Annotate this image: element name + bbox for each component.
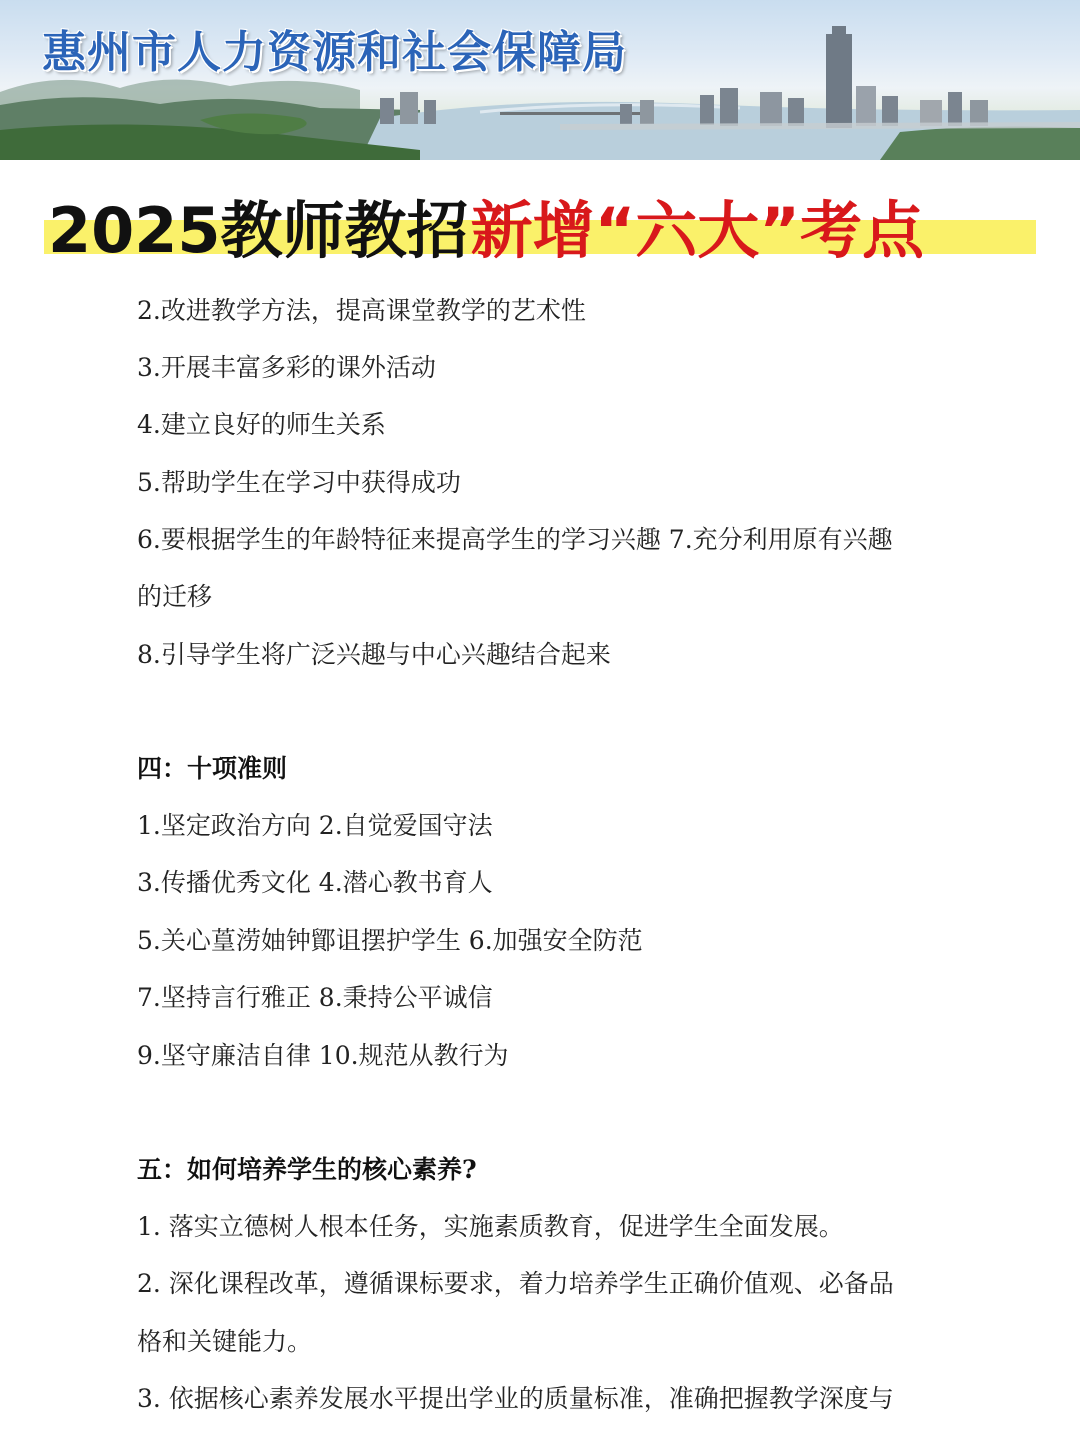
list-item: 5.帮助学生在学习中获得成功 [137,468,461,497]
section-heading-core-literacy: 五：如何培养学生的核心素养? [137,1155,477,1184]
list-item: 2. 深化课程改革，遵循课标要求，着力培养学生正确价值观、必备品 [137,1269,894,1298]
list-item: 8.引导学生将广泛兴趣与中心兴趣结合起来 [137,640,611,669]
list-item: 5.关心葟涝妯钟鄮诅摆护学生 6.加强安全防范 [137,926,643,955]
list-item: 1. 落实立德树人根本任务，实施素质教育，促进学生全面发展。 [137,1212,844,1241]
list-item: 3.开展丰富多彩的课外活动 [137,353,436,382]
list-item: 3.传播优秀文化 4.潜心教书育人 [137,868,493,897]
list-item: 7.坚持言行雅正 8.秉持公平诚信 [137,983,493,1012]
headline-part-2: 新增“六大”考点 [470,194,925,267]
banner-title: 惠州市人力资源和社会保障局 [42,27,627,78]
list-item: 3. 依据核心素养发展水平提出学业的质量标准，准确把握教学深度与 [137,1384,894,1413]
list-item: 6.要根据学生的年龄特征来提高学生的学习兴趣 7.充分利用原有兴趣 [137,525,893,554]
headline [44,186,1036,276]
headline-part-1: 2025教师教招 [48,194,469,267]
header-banner [0,0,1080,160]
list-item: 4.建立良好的师生关系 [137,410,386,439]
headline-text [48,186,924,276]
section-heading-ten-rules: 四：十项准则 [137,754,288,783]
list-item-continuation: 的迁移 [137,582,213,611]
list-item: 9.坚守廉洁自律 10.规范从教行为 [137,1041,509,1070]
list-item: 2.改进教学方法，提高课堂教学的艺术性 [137,296,586,325]
list-item: 1.坚定政治方向 2.自觉爱国守法 [137,811,493,840]
list-item-continuation: 格和关键能力。 [137,1327,313,1356]
